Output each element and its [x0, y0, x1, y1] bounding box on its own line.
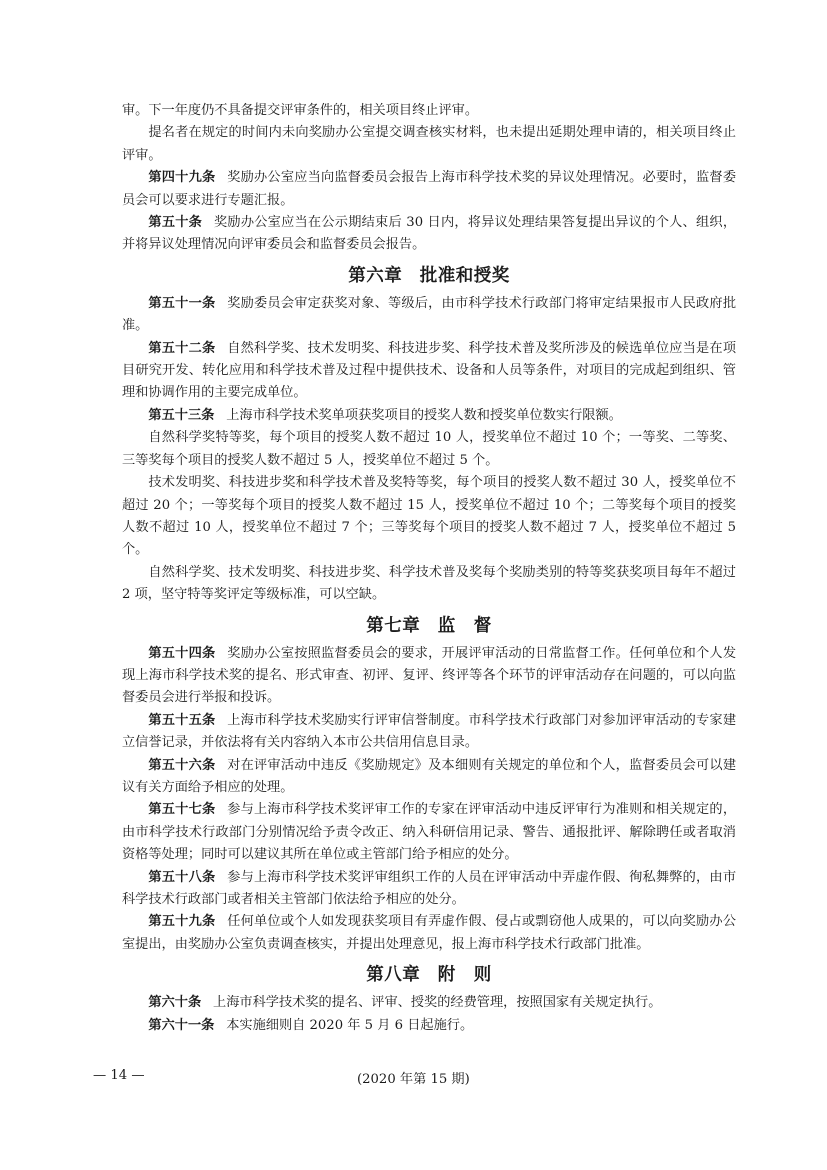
article-number: 第五十五条 [148, 712, 216, 728]
article-number: 第五十七条 [148, 802, 216, 818]
article-number: 第五十一条 [148, 295, 216, 311]
paragraph [122, 100, 736, 122]
paragraph [122, 1015, 736, 1037]
paragraph-text: 奖励办公室按照监督委员会的要求，开展评审活动的日常监督工作。任何单位和个人发现上海市科学技术奖的提名、形式审查、初评、复评、终评等各个环节的评审活动存在问题的，可以向监督委员会进行举报和投诉。 [122, 645, 737, 706]
chapter-number: 第八章 [366, 965, 421, 986]
chapter-title: 附 则 [437, 965, 492, 986]
paragraph-text: 任何单位或个人如发现获奖项目有弄虚作假、侵占或剽窃他人成果的，可以向奖励办公室提出，由奖励办公室负责调查核实，并提出处理意见，报上海市科学技术行政部门批准。 [122, 914, 737, 952]
paragraph [122, 755, 736, 800]
paragraph [122, 122, 736, 167]
article-number: 第五十二条 [148, 340, 216, 356]
paragraph [122, 710, 736, 755]
paragraph-text: 审。下一年度仍不具备提交评审条件的，相关项目终止评审。 [122, 103, 479, 118]
article-number: 第五十八条 [148, 869, 216, 885]
paragraph-text: 本实施细则自 2020 年 5 月 6 日起施行。 [226, 1017, 474, 1033]
chapter-heading [122, 257, 736, 293]
article-number: 第五十三条 [148, 407, 215, 423]
chapter-heading [122, 607, 736, 643]
paragraph-text: 奖励办公室应当在公示期结束后 30 日内，将异议处理结果答复提出异议的个人、组织，并将异议处理情况向评审委员会和监督委员会报告。 [122, 215, 737, 253]
paragraph-text: 对在评审活动中违反《奖励规定》及本细则有关规定的单位和个人，监督委员会可以建议有关方面给予相应的处理。 [122, 757, 737, 795]
paragraph-text: 上海市科学技术奖的提名、评审、授奖的经费管理，按照国家有关规定执行。 [213, 995, 662, 1011]
paragraph-text: 上海市科学技术奖励实行评审信誉制度。市科学技术行政部门对参加评审活动的专家建立信誉记录，并依法将有关内容纳入本市公共信用信息目录。 [122, 712, 737, 751]
issue-label: (2020 年第 15 期) [357, 1072, 470, 1087]
chapter-title: 批准和授奖 [419, 265, 510, 286]
paragraph [122, 472, 736, 562]
article-number: 第五十四条 [148, 645, 216, 661]
paragraph-text: 参与上海市科学技术奖评审工作的专家在评审活动中违反评审行为准则和相关规定的，由市科学技术行政部门分别情况给予责令改正、纳入科研信用记录、警告、通报批评、解除聘任或者取消资格等处理；同时可以建议其所在单位或主管部门给予相应的处分。 [122, 802, 737, 863]
paragraph [122, 992, 736, 1014]
paragraph [122, 427, 736, 472]
paragraph-text: 自然科学奖特等奖，每个项目的授奖人数不超过 10 人，授奖单位不超过 10 个；一等奖、二等奖、三等奖每个项目的授奖人数不超过 5 人，授奖单位不超过 5 个。 [122, 430, 736, 468]
chapter-heading [122, 956, 736, 992]
paragraph [122, 212, 736, 257]
chapter-number: 第六章 [348, 265, 403, 286]
paragraph-text: 上海市科学技术奖单项获奖项目的授奖人数和授奖单位数实行限额。 [226, 407, 622, 423]
paragraph-text: 自然科学奖、技术发明奖、科技进步奖、科学技术普及奖所涉及的候选单位应当是在项目研究开发、转化应用和科学技术普及过程中提供技术、设备和人员等条件，对项目的完成起到组织、管理和协调作用的主要完成单位。 [122, 340, 737, 401]
paragraph-text: 奖励委员会审定获奖对象、等级后，由市科学技术行政部门将审定结果报市人民政府批准。 [122, 295, 737, 334]
page-number: — 14 — [93, 1068, 145, 1083]
document-body [122, 100, 736, 1037]
paragraph [122, 293, 736, 338]
paragraph [122, 867, 736, 912]
paragraph [122, 562, 736, 607]
paragraph-text: 奖励办公室应当向监督委员会报告上海市科学技术奖的异议处理情况。必要时，监督委员会可以要求进行专题汇报。 [122, 170, 737, 208]
article-number: 第五十六条 [148, 757, 216, 773]
article-number: 第六十条 [148, 995, 202, 1011]
chapter-number: 第七章 [366, 615, 421, 636]
article-number: 第五十条 [148, 215, 203, 231]
paragraph-text: 提名者在规定的时间内未向奖励办公室提交调查核实材料，也未提出延期处理申请的，相关项目终止评审。 [122, 125, 736, 163]
paragraph-text: 技术发明奖、科技进步奖和科学技术普及奖特等奖，每个项目的授奖人数不超过 30 人，授奖单位不超过 20 个；一等奖每个项目的授奖人数不超过 15 人，授奖单位不超过 10 个；二等奖每个项目的授奖人数不超过 10 人，授奖单位不超过 7 个；三等奖每个项目的授奖人数不超过 7 人，授奖单位不超过 5 个。 [122, 475, 736, 558]
paragraph [122, 643, 736, 710]
paragraph [122, 911, 736, 956]
chapter-title: 监 督 [437, 615, 492, 636]
paragraph-text: 自然科学奖、技术发明奖、科技进步奖、科学技术普及奖每个奖励类别的特等奖获奖项目每年不超过 2 项，坚守特等奖评定等级标准，可以空缺。 [122, 564, 736, 603]
paragraph [122, 338, 736, 405]
paragraph [122, 167, 736, 212]
paragraph [122, 405, 736, 427]
paragraph [122, 799, 736, 866]
paragraph-text: 参与上海市科学技术奖评审组织工作的人员在评审活动中弄虚作假、徇私舞弊的，由市科学技术行政部门或者相关主管部门依法给予相应的处分。 [122, 869, 737, 907]
article-number: 第五十九条 [148, 914, 216, 930]
article-number: 第四十九条 [148, 170, 216, 186]
article-number: 第六十一条 [148, 1017, 215, 1033]
